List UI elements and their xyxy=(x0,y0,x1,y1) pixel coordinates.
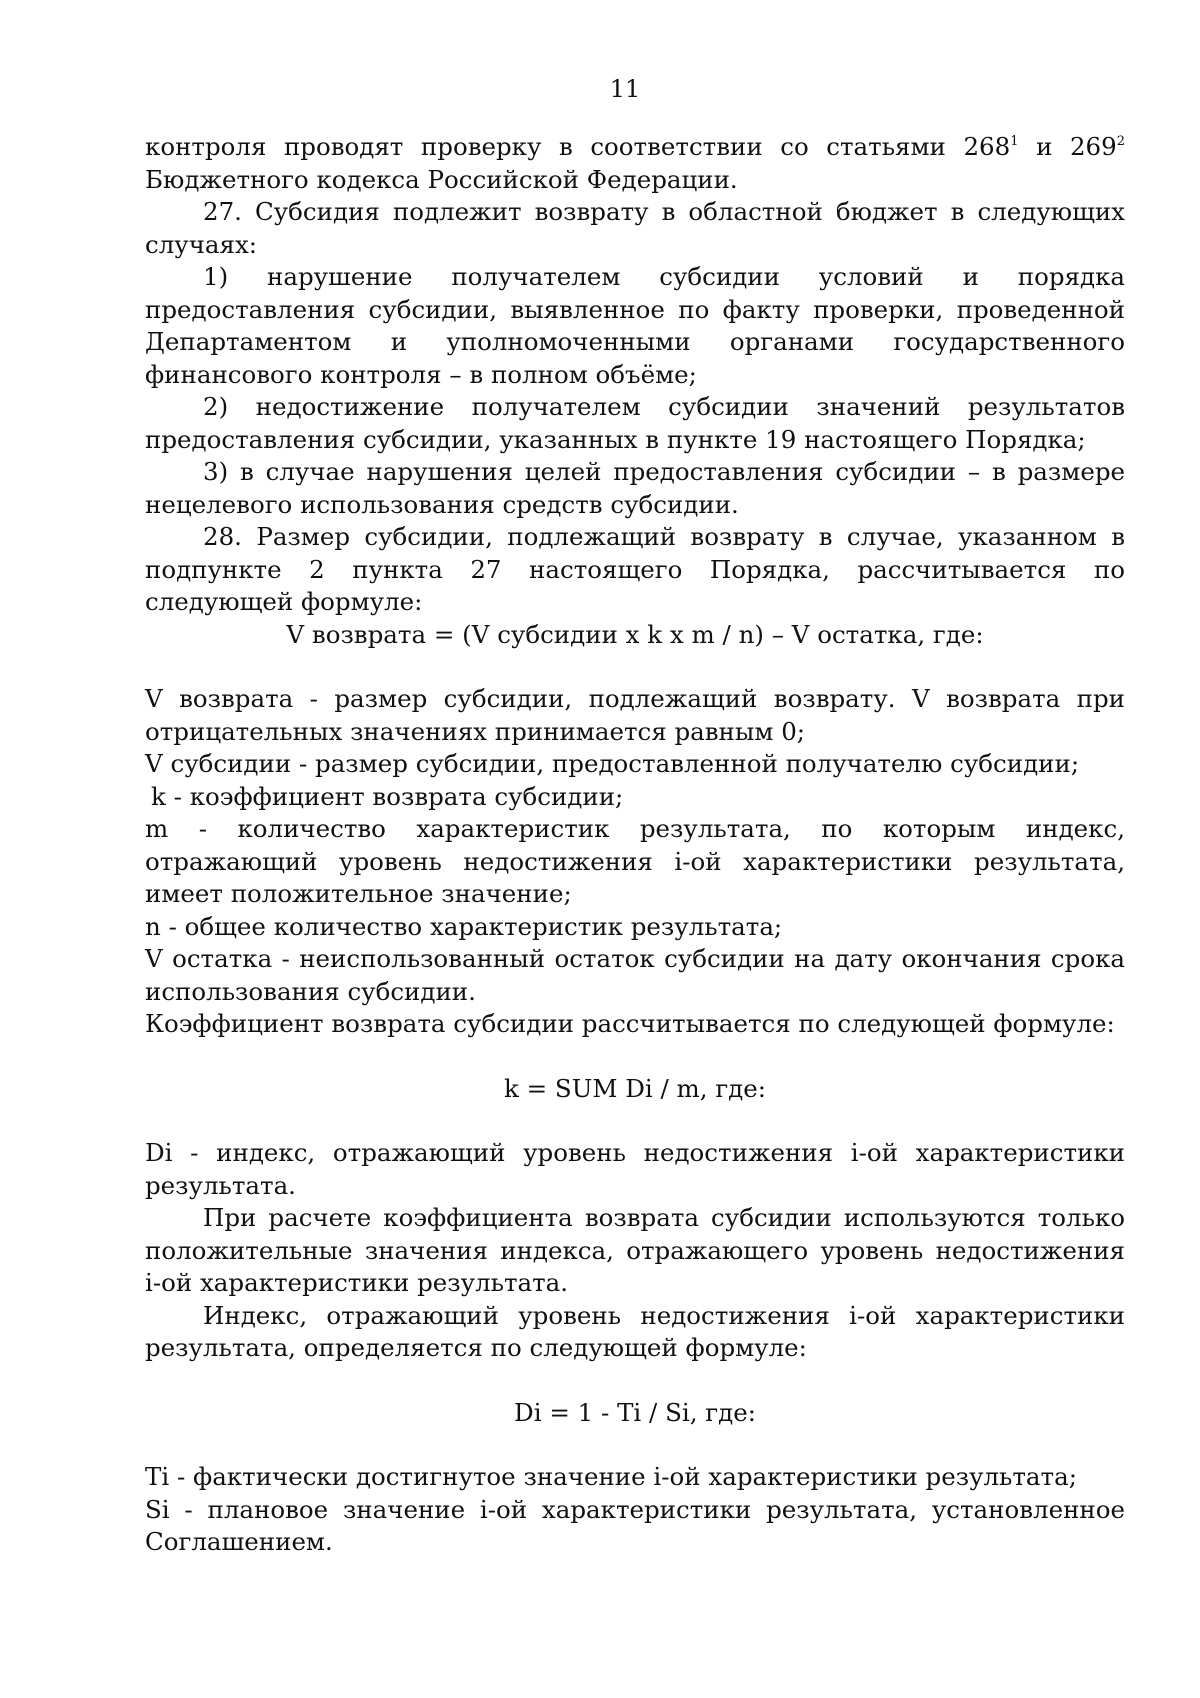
definition-ti: Ti - фактически достигнутое значение i-ой характеристики результата; xyxy=(145,1462,1077,1491)
paragraph-27-item-3: 3) в случае нарушения целей предоставления субсидии – в размере нецелевого использования средств субсидии. xyxy=(145,457,1125,519)
document-body xyxy=(145,131,1125,1559)
spacer xyxy=(145,1041,1125,1073)
paragraph-27-item-1: 1) нарушение получателем субсидии условий и порядка предоставления субсидии, выявленное по факту проверки, проведенной Департаментом и уполномоченными органами государственного финансового контроля – в полном объёме; xyxy=(145,262,1125,389)
page-number: 11 xyxy=(609,75,641,103)
spacer xyxy=(145,1365,1125,1397)
spacer xyxy=(145,651,1125,683)
definition-k: k - коэффициент возврата субсидии; xyxy=(151,781,624,811)
paragraph-27: 27. Субсидия подлежит возврату в областной бюджет в следующих случаях: xyxy=(145,197,1125,259)
paragraph-control-check-text-b: и 269 xyxy=(1018,132,1117,161)
definition-v-return: V возврата - размер субсидии, подлежащий возврату. V возврата при отрицательных значениях принимается равным 0; xyxy=(145,684,1125,746)
k-intro: Коэффициент возврата субсидии рассчитывается по следующей формуле: xyxy=(145,1009,1115,1038)
article-superscript-2: 2 xyxy=(1116,134,1126,149)
formula-v-return: V возврата = (V субсидии x k x m / n) – V остатка, где: xyxy=(286,619,984,649)
paragraph-positive-values: При расчете коэффициента возврата субсидии используются только положительные значения индекса, отражающего уровень недостижения i-ой характеристики результата. xyxy=(145,1203,1125,1297)
formula-k: k = SUM Di / m, где: xyxy=(503,1073,767,1103)
paragraph-28: 28. Размер субсидии, подлежащий возврату в случае, указанном в подпункте 2 пункта 27 настоящего Порядка, рассчитывается по следующей формуле: xyxy=(145,522,1125,616)
formula-di: Di = 1 - Ti / Si, где: xyxy=(514,1397,756,1427)
definition-di: Di - индекс, отражающий уровень недостижения i-ой характеристики результата. xyxy=(145,1138,1125,1200)
definition-si: Si - плановое значение i-ой характеристики результата, установленное Соглашением. xyxy=(145,1494,1125,1556)
article-superscript-1: 1 xyxy=(1010,134,1019,149)
definition-m: m - количество характеристик результата, по которым индекс, отражающий уровень недостижения i-ой характеристики результата, имеет положительное значение; xyxy=(145,814,1125,908)
definition-v-rest: V остатка - неиспользованный остаток субсидии на дату окончания срока использования субсидии. xyxy=(145,944,1125,1006)
paragraph-control-check-text-c: Бюджетного кодекса Российской Федерации. xyxy=(145,164,738,194)
spacer xyxy=(145,1429,1125,1461)
definition-v-subsidy: V субсидии - размер субсидии, предоставленной получателю субсидии; xyxy=(145,749,1080,778)
spacer xyxy=(145,1105,1125,1137)
paragraph-control-check-text-a: контроля проводят проверку в соответствии со статьями 268 xyxy=(145,132,1011,161)
paragraph-index-formula-intro: Индекс, отражающий уровень недостижения i-ой характеристики результата, определяется по следующей формуле: xyxy=(145,1300,1125,1362)
paragraph-27-item-2: 2) недостижение получателем субсидии значений результатов предоставления субсидии, указанных в пункте 19 настоящего Порядка; xyxy=(145,392,1125,454)
definition-n: n - общее количество характеристик результата; xyxy=(145,911,783,941)
paragraph-control-check xyxy=(145,131,1125,196)
